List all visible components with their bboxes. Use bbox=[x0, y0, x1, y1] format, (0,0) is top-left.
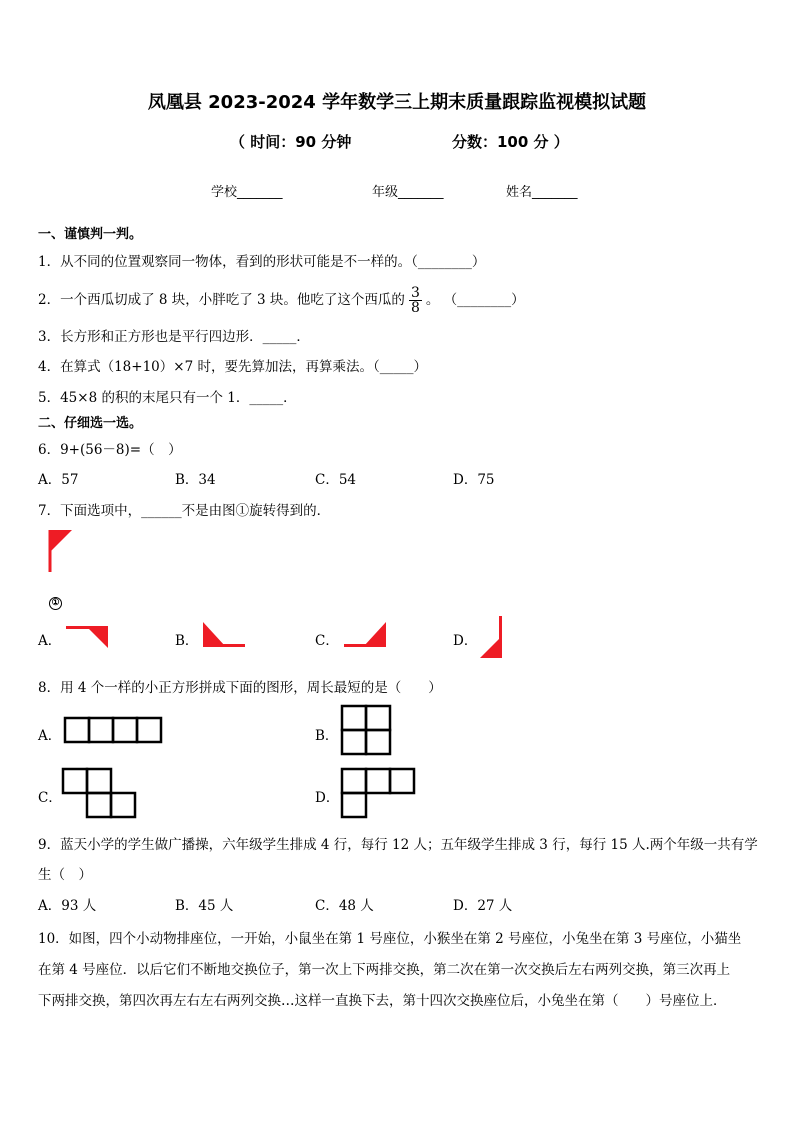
q7-option-a: A． bbox=[38, 633, 62, 649]
section1-heading: 一、谨慎判一判。 bbox=[38, 227, 143, 242]
q7-option-c-flag bbox=[344, 622, 388, 648]
q6-option-b: B．34 bbox=[175, 472, 216, 488]
fraction-denominator: 8 bbox=[410, 300, 420, 316]
question-3: 3．长方形和正方形也是平行四边形．_____． bbox=[38, 329, 310, 345]
q8-option-c: C． bbox=[38, 790, 62, 806]
q9-option-d: D．27 人 bbox=[453, 898, 513, 914]
question-2 bbox=[38, 286, 525, 315]
q8-option-a-shape bbox=[64, 717, 164, 745]
q7-option-d-flag bbox=[478, 616, 504, 660]
exam-score: 分数：100 分 ） bbox=[452, 133, 569, 151]
q7-option-b: B． bbox=[175, 633, 199, 649]
q9-option-c: C．48 人 bbox=[315, 898, 374, 914]
q7-option-a-flag bbox=[66, 626, 110, 650]
q8-option-c-shape bbox=[62, 768, 138, 820]
q6-option-a: A．57 bbox=[38, 472, 79, 488]
q8-option-d-shape bbox=[341, 768, 417, 820]
question-10-line-2: 在第 4 号座位．以后它们不断地交换位子，第一次上下两排交换，第二次在第一次交换后左右两列交换，第三次再上 bbox=[38, 962, 731, 978]
section2-heading: 二、仔细选一选。 bbox=[38, 416, 143, 431]
q9-option-b: B．45 人 bbox=[175, 898, 234, 914]
q7-option-c: C． bbox=[315, 633, 339, 649]
question-9-line-2: 生（ ） bbox=[38, 867, 92, 883]
q9-option-a: A．93 人 bbox=[38, 898, 97, 914]
question-2-answer: 。 （________） bbox=[425, 292, 525, 308]
q7-figure-label: ① bbox=[49, 590, 62, 610]
q7-option-b-flag bbox=[203, 622, 247, 648]
question-2-text: 2．一个西瓜切成了 8 块，小胖吃了 3 块。他吃了这个西瓜的 bbox=[38, 292, 405, 308]
q7-option-d: D． bbox=[453, 633, 478, 649]
question-10-line-1: 10．如图，四个小动物排座位，一开始，小鼠坐在第 1 号座位，小猴坐在第 2 号座位，小兔坐在第 3 号座位，小猫坐 bbox=[38, 931, 742, 947]
name-field: 姓名_______ bbox=[506, 185, 578, 200]
q8-option-a: A． bbox=[38, 728, 62, 744]
exam-time: （ 时间：90 分钟 bbox=[230, 133, 352, 151]
grade-field: 年级_______ bbox=[372, 185, 444, 200]
question-10-line-3: 下两排交换，第四次再左右左右两列交换…这样一直换下去，第十四次交换座位后，小兔坐在第（ ）号座位上． bbox=[38, 993, 727, 1009]
question-7: 7．下面选项中，______不是由图①旋转得到的． bbox=[38, 503, 331, 519]
q6-option-d: D．75 bbox=[453, 472, 495, 488]
q6-option-c: C．54 bbox=[315, 472, 357, 488]
question-8: 8．用 4 个一样的小正方形拼成下面的图形，周长最短的是（ ） bbox=[38, 680, 442, 696]
question-6: 6．9+(56－8)=（ ） bbox=[38, 442, 182, 458]
school-field: 学校_______ bbox=[211, 185, 283, 200]
question-4: 4．在算式（18+10）×7 时，要先算加法，再算乘法。（_____） bbox=[38, 359, 427, 375]
question-1: 1．从不同的位置观察同一物体，看到的形状可能是不一样的。（________） bbox=[38, 254, 486, 270]
q7-reference-flag bbox=[48, 530, 78, 574]
fraction bbox=[409, 286, 422, 315]
q8-option-b-shape bbox=[341, 705, 393, 757]
question-9-line-1: 9．蓝天小学的学生做广播操，六年级学生排成 4 行，每行 12 人；五年级学生排成 3 行，每行 15 人.两个年级一共有学 bbox=[38, 837, 758, 853]
fraction-numerator: 3 bbox=[410, 285, 420, 301]
exam-title: 凤凰县 2023-2024 学年数学三上期末质量跟踪监视模拟试题 bbox=[147, 92, 647, 113]
question-5: 5．45×8 的积的末尾只有一个 1．_____． bbox=[38, 390, 297, 406]
q8-option-b: B． bbox=[315, 728, 339, 744]
q8-option-d: D． bbox=[315, 790, 340, 806]
